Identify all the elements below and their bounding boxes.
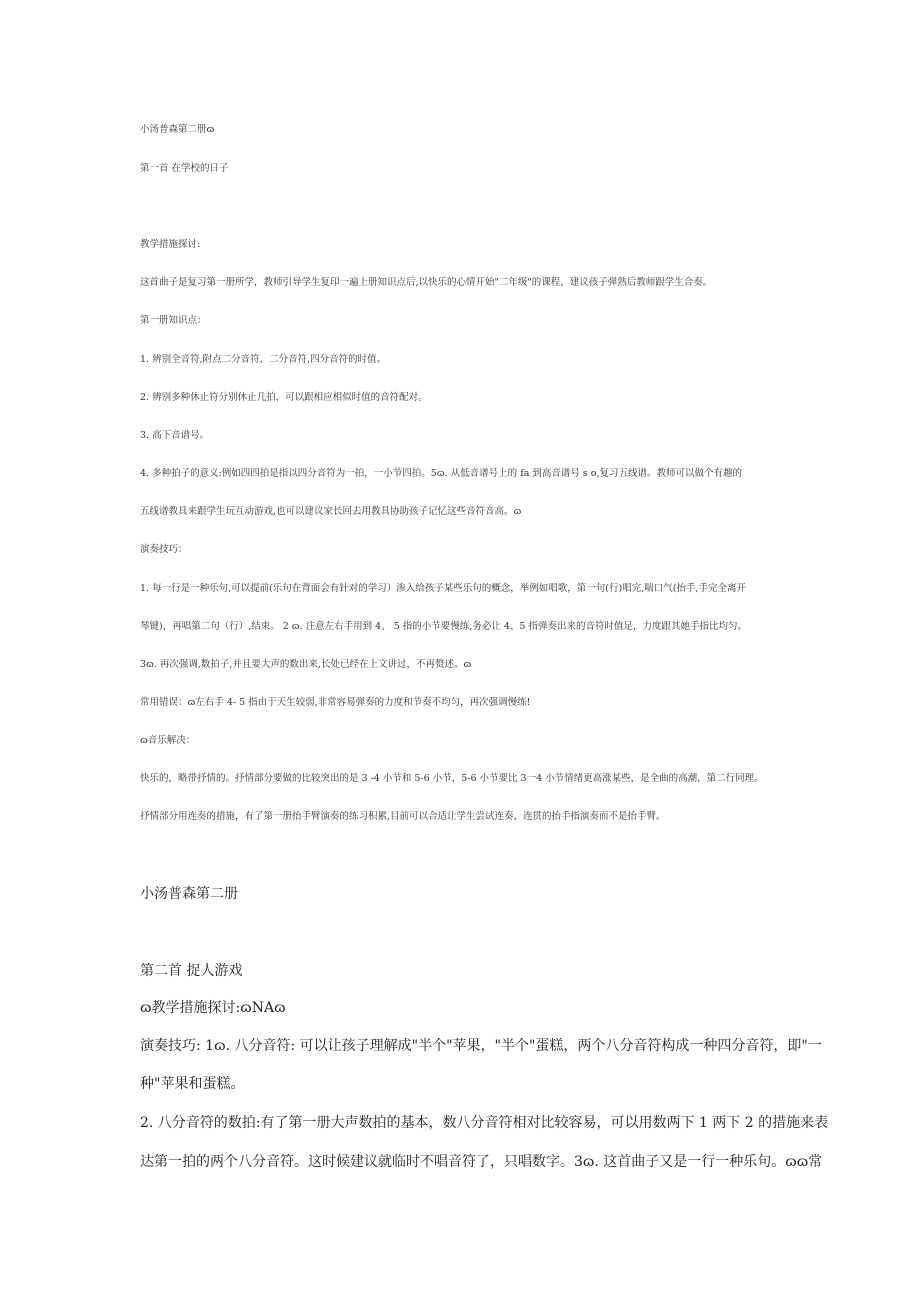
knowledge-point: 2. 辨别多种休止符分别休止几拍，可以跟相应相似时值的音符配对。 [140,392,428,403]
common-errors: 常用错误：ɷ左右手 4- 5 指由于天生较弱,非常容易弹奏的力度和节奏不均匀，再次强调慢练! [140,697,531,708]
knowledge-point: 1. 辨别全音符,附点二分音符，二分音符,四分音符的时值。 [140,354,387,365]
section2-line: 演奏技巧: 1ɷ. 八分音符: 可以让孩子理解成"半个"苹果，"半个"蛋糕，两个八分音符构成一种四分音符，即"一 [140,1038,822,1054]
section2-subtitle: 第二首 捉人游戏 [140,963,243,979]
knowledge-point: 4. 多种拍子的意义:例如四四拍是指以四分音符为一拍，一小节四拍。5ɷ. 从低音谱号上的 fa 到高音谱号 s o,复习五线谱。教师可以做个有趣的 [140,468,743,479]
section2-title: 小汤普森第二册 [140,886,238,902]
technique-heading: 演奏技巧： [140,544,188,555]
section1-subtitle: 第一首 在学校的日子 [140,163,229,174]
section1-title: 小汤普森第二册ɷ [140,124,215,135]
technique-line: 3ɷ. 再次强调,数拍子,并且要大声的数出来,长处已经在上文讲过，不再赘述。ɷ [140,659,472,670]
section1-methods-heading: 教学措施探讨: [140,239,201,250]
music-line: 抒情部分用连奏的措施，有了第一册抬手臂演奏的练习积累,目前可以合适让学生尝试连奏，连贯的抬手指演奏而不是抬手臂。 [140,811,666,822]
section1-intro: 这首曲子是复习第一册所学，教师引导学生复印一遍上册知识点后,以快乐的心情开始"二年级"的课程，建议孩子弹熟后教师跟学生合奏。 [140,277,713,288]
music-heading: ɷ音乐解决： [140,735,196,746]
music-line: 快乐的，略带抒情的。抒情部分要做的比较突出的是 3 -4 小节和 5-6 小节，5-6 小节要比 3一4 小节情绪更高涨某些，是全曲的高潮，第二行同理。 [140,773,764,784]
technique-line: 琴键)，再唱第二句（行）,结束。 2 ɷ. 注意左右手用到 4、 5 指的小节要慢练,务必让 4、5 指弹奏出来的音符时值足，力度跟其她手指比均匀。 [140,621,747,632]
knowledge-point: 五线谱教具来跟学生玩互动游戏,也可以建议家长回去用教具协助孩子记忆这些音符音高。ɷ [140,506,522,517]
section2-methods-heading: ɷ教学措施探讨:ɷNAɷ [140,1000,286,1016]
section2-line: 种"苹果和蛋糕。 [140,1076,245,1092]
technique-line: 1. 每一行是一种乐句,可以提前(乐句在背面会有针对的学习）渗入给孩子某些乐句的概念，举例如唱歌，第一句(行)唱完,喘口气(抬手,手完全离开 [140,583,746,594]
section2-line: 2. 八分音符的数拍:有了第一册大声数拍的基本，数八分音符相对比较容易，可以用数两下 1 两下 2 的措施来表 [140,1115,829,1131]
knowledge-heading: 第一册知识点： [140,315,207,326]
section2-line: 达第一拍的两个八分音符。这时候建议就临时不唱音符了，只唱数字。3ɷ. 这首曲子又是一行一种乐句。ɷɷ常 [140,1154,823,1170]
knowledge-point: 3. 高下音谱号。 [140,430,210,441]
